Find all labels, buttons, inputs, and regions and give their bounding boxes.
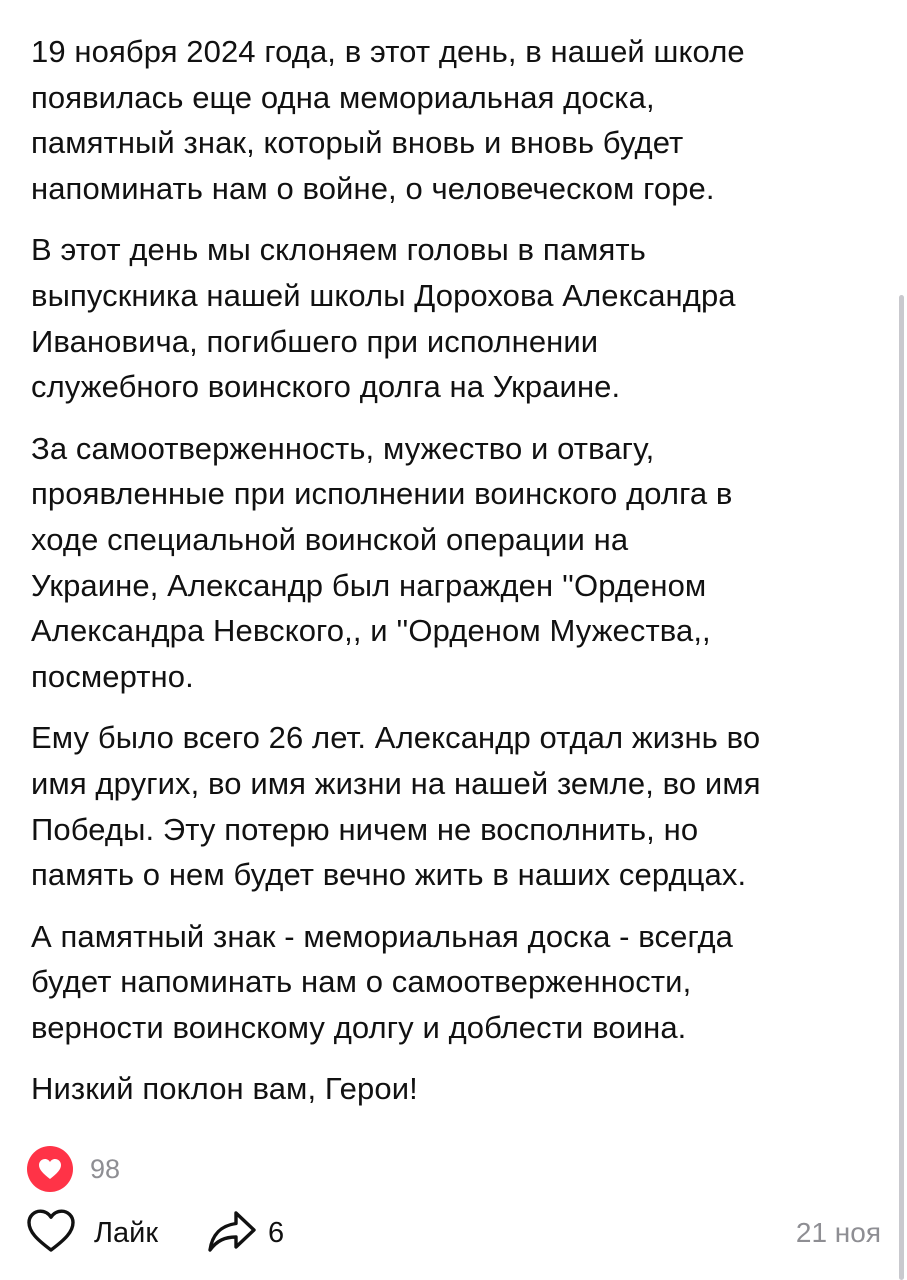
share-arrow-icon xyxy=(206,1207,258,1260)
text-line: За самоотверженность, мужество и отвагу, xyxy=(31,430,655,466)
text-line: посмертно. xyxy=(31,658,194,694)
text-line: служебного воинского долга на Украине. xyxy=(31,369,621,405)
heart-icon xyxy=(27,1146,73,1192)
text-line: Украине, Александр был награжден ''Орденом xyxy=(31,567,707,603)
text-line: Низкий поклон вам, Герои! xyxy=(31,1071,418,1107)
text-line: 19 ноября 2024 года, в этот день, в нашей школе xyxy=(31,34,745,69)
text-line: напоминать нам о войне, о человеческом горе. xyxy=(31,170,715,206)
text-line: Ему было всего 26 лет. Александр отдал жизнь во xyxy=(31,720,761,756)
share-button[interactable] xyxy=(206,1208,284,1258)
share-count: 6 xyxy=(268,1216,285,1249)
text-line: проявленные при исполнении воинского долга в xyxy=(31,476,733,512)
text-line: А памятный знак - мемориальная доска - всегда xyxy=(31,918,733,954)
text-line: имя других, во имя жизни на нашей земле, во имя xyxy=(31,765,761,801)
scrollbar[interactable] xyxy=(899,295,904,1280)
text-line: верности воинскому долгу и доблести воина. xyxy=(31,1009,687,1045)
post-timestamp: 21 ноя xyxy=(795,1217,881,1248)
post-paragraph-1 xyxy=(31,29,881,211)
text-line: появилась еще одна мемориальная доска, xyxy=(31,79,655,115)
text-line: Александра Невского,, и ''Орденом Мужества,, xyxy=(31,613,711,649)
post-paragraph-2 xyxy=(31,227,881,409)
text-line: память о нем будет вечно жить в наших сердцах. xyxy=(31,857,747,893)
text-line: В этот день мы склоняем головы в память xyxy=(31,232,646,268)
like-label: Лайк xyxy=(94,1216,159,1249)
post-paragraph-6 xyxy=(31,1066,881,1112)
text-line: Ивановича, погибшего при исполнении xyxy=(31,323,599,359)
like-button[interactable] xyxy=(26,1208,158,1258)
reaction-count: 98 xyxy=(90,1153,121,1184)
post-paragraph-5 xyxy=(31,914,881,1051)
text-line: Победы. Эту потерю ничем не восполнить, но xyxy=(31,811,699,847)
post-actions xyxy=(26,1208,881,1258)
heart-outline-icon xyxy=(26,1208,76,1259)
text-line: ходе специальной воинской операции на xyxy=(31,521,629,557)
text-line: памятный знак, который вновь и вновь будет xyxy=(31,125,684,161)
reactions-summary[interactable] xyxy=(27,1146,120,1192)
post-text xyxy=(31,29,881,1128)
text-line: выпускника нашей школы Дорохова Александра xyxy=(31,277,736,313)
text-line: будет напоминать нам о самоотверженности, xyxy=(31,964,692,1000)
post-paragraph-3 xyxy=(31,426,881,700)
post-paragraph-4 xyxy=(31,715,881,897)
